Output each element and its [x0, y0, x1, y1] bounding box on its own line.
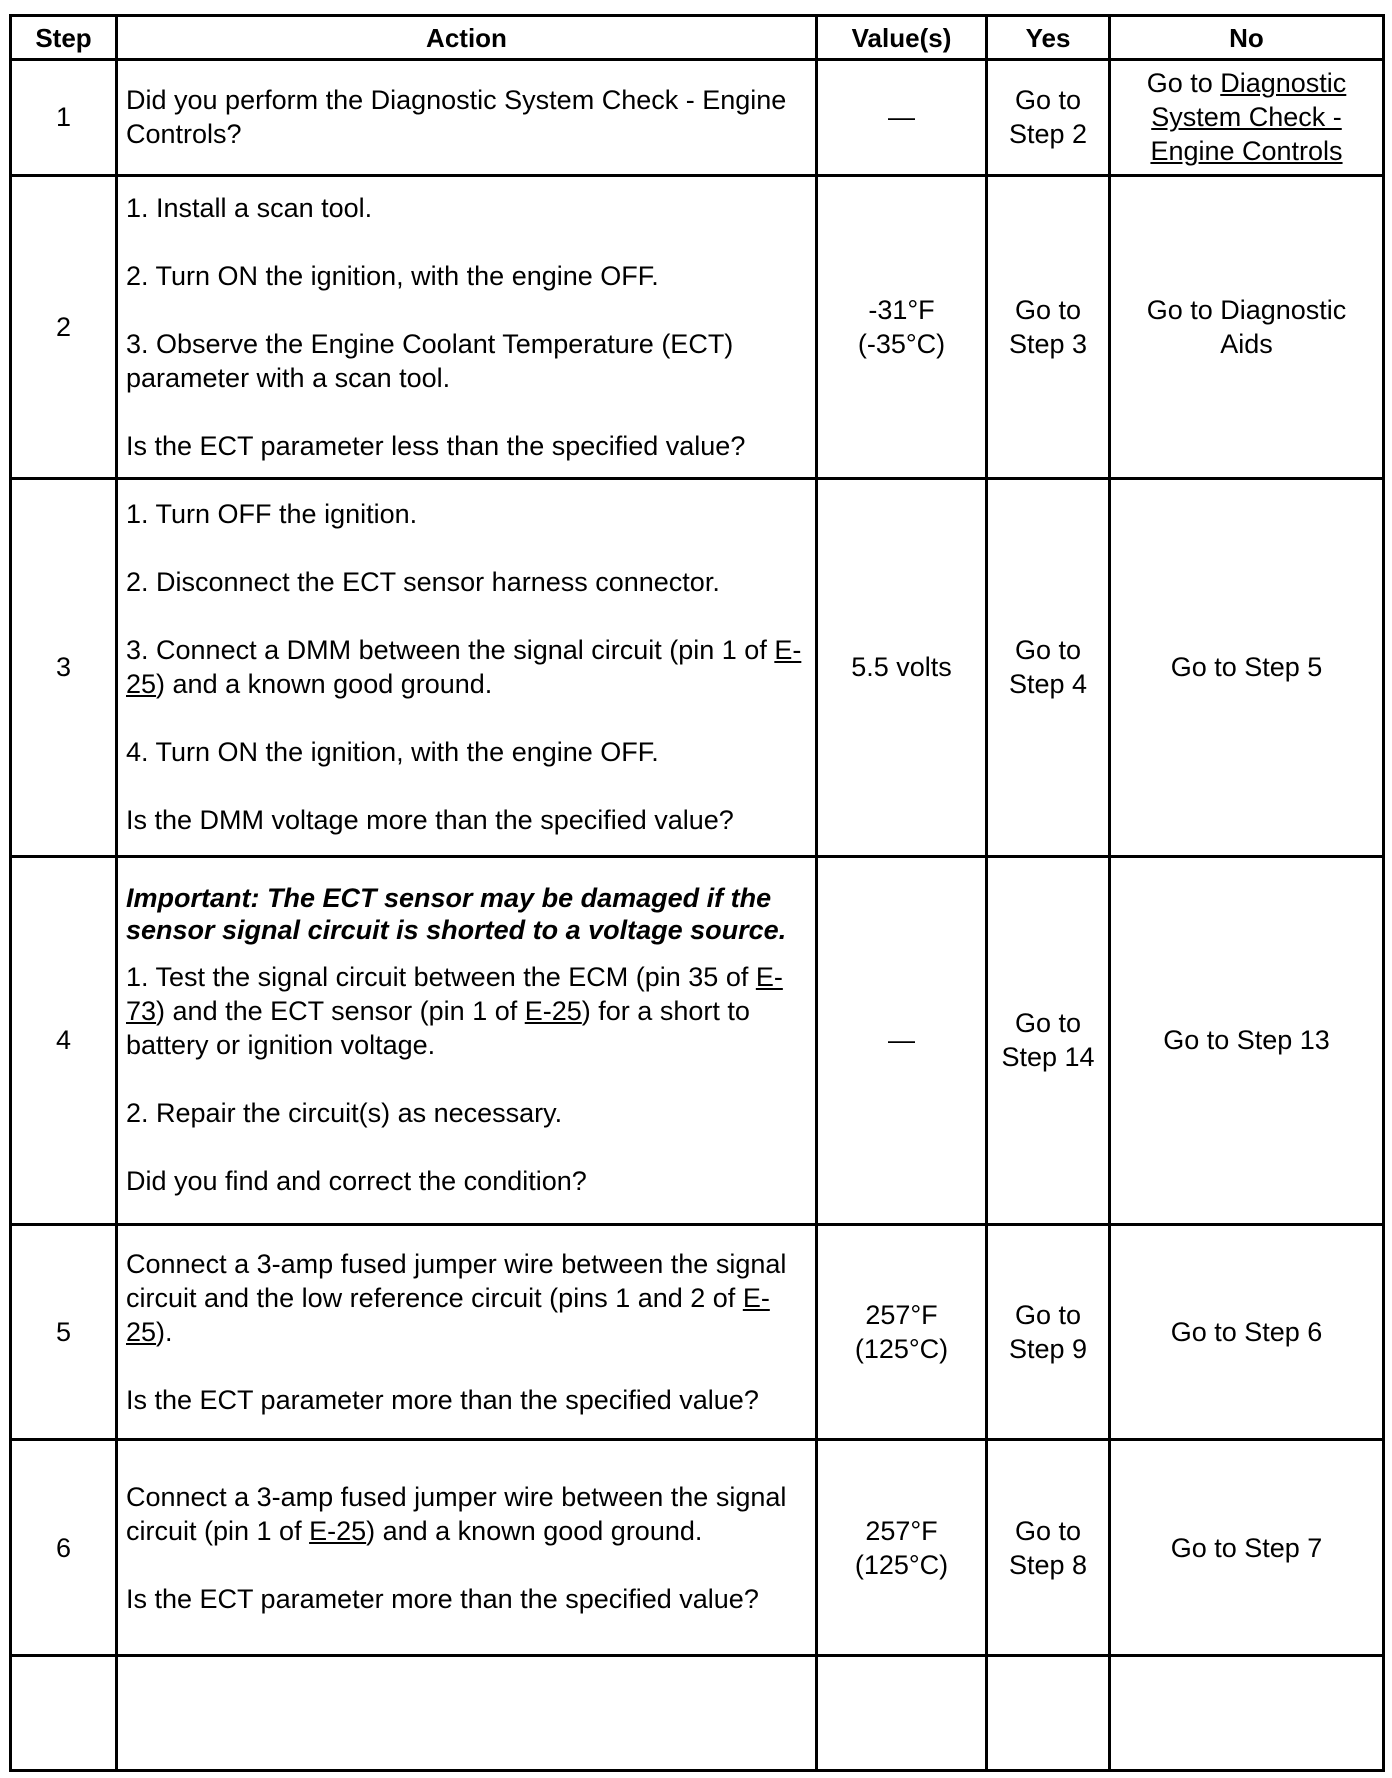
connector-link-e25[interactable]: E-25	[309, 1515, 367, 1546]
step-number: 5	[11, 1224, 117, 1440]
action-text: 4. Turn ON the ignition, with the engine OFF.	[126, 737, 659, 768]
no-cell: Go to Diagnostic Aids	[1110, 175, 1384, 478]
step-number: 6	[11, 1440, 117, 1656]
step-number: 1	[11, 60, 117, 176]
connector-link-e25[interactable]: E-25	[126, 1282, 770, 1347]
action-cell	[117, 856, 817, 1224]
value-cell: 5.5 volts	[817, 478, 987, 856]
diagnostic-table	[9, 14, 1385, 1772]
table-row	[11, 1440, 1384, 1656]
table-row	[11, 60, 1384, 176]
no-cell	[1110, 60, 1384, 176]
no-cell: Go to Step 13	[1110, 856, 1384, 1224]
header-yes: Yes	[987, 16, 1110, 60]
step-number: 3	[11, 478, 117, 856]
diagnostic-system-check-link[interactable]: Diagnostic System Check - Engine Controls	[1150, 68, 1347, 167]
header-step: Step	[11, 16, 117, 60]
yes-cell: Go to Step 2	[987, 60, 1110, 176]
no-prefix: Go to	[1146, 68, 1221, 99]
action-text: Connect a 3-amp fused jumper wire between the signal circuit (pin 1 of E-25) and a known good ground.	[126, 1481, 787, 1546]
empty-cell	[117, 1656, 817, 1771]
table-row	[11, 175, 1384, 478]
action-question: Did you find and correct the condition?	[126, 1166, 587, 1197]
empty-cell	[1110, 1656, 1384, 1771]
connector-link-e25[interactable]: E-25	[126, 635, 802, 700]
yes-cell: Go to Step 3	[987, 175, 1110, 478]
action-text: 1. Install a scan tool.	[126, 192, 373, 223]
empty-cell	[817, 1656, 987, 1771]
table-row	[11, 856, 1384, 1224]
no-cell: Go to Step 7	[1110, 1440, 1384, 1656]
action-text: Connect a 3-amp fused jumper wire between the signal circuit and the low reference circuit (pins 1 and 2 of E-25).	[126, 1248, 787, 1347]
empty-cell	[11, 1656, 117, 1771]
yes-cell: Go to Step 8	[987, 1440, 1110, 1656]
no-cell: Go to Step 5	[1110, 478, 1384, 856]
value-cell: -31°F (-35°C)	[817, 175, 987, 478]
connector-link-e25[interactable]: E-25	[524, 996, 582, 1027]
no-cell: Go to Step 6	[1110, 1224, 1384, 1440]
table-row	[11, 1224, 1384, 1440]
yes-cell: Go to Step 4	[987, 478, 1110, 856]
empty-cell	[987, 1656, 1110, 1771]
header-row	[11, 16, 1384, 60]
action-cell	[117, 175, 817, 478]
action-question: Is the DMM voltage more than the specified value?	[126, 805, 734, 836]
header-values: Value(s)	[817, 16, 987, 60]
important-note: Important: The ECT sensor may be damaged if the sensor signal circuit is shorted to a voltage source.	[126, 883, 787, 946]
header-action: Action	[117, 16, 817, 60]
action-question: Is the ECT parameter less than the specified value?	[126, 430, 746, 461]
empty-table-row	[11, 1656, 1384, 1771]
action-cell	[117, 1224, 817, 1440]
action-text: 2. Turn ON the ignition, with the engine OFF.	[126, 260, 659, 291]
action-text: Did you perform the Diagnostic System Check - Engine Controls?	[126, 85, 787, 150]
step-number: 4	[11, 856, 117, 1224]
table-row	[11, 478, 1384, 856]
value-cell: 257°F (125°C)	[817, 1224, 987, 1440]
action-text: 2. Repair the circuit(s) as necessary.	[126, 1098, 563, 1129]
action-question: Is the ECT parameter more than the specified value?	[126, 1583, 759, 1614]
action-cell	[117, 60, 817, 176]
action-question: Is the ECT parameter more than the specified value?	[126, 1384, 759, 1415]
action-text: 1. Test the signal circuit between the ECM (pin 35 of E-73) and the ECT sensor (pin 1 of E-25) for a short to battery or ignition voltage.	[126, 962, 783, 1061]
action-cell	[117, 478, 817, 856]
action-text: 1. Turn OFF the ignition.	[126, 499, 418, 530]
step-number: 2	[11, 175, 117, 478]
action-text: 3. Observe the Engine Coolant Temperature (ECT) parameter with a scan tool.	[126, 328, 734, 393]
action-text: 3. Connect a DMM between the signal circuit (pin 1 of E-25) and a known good ground.	[126, 635, 802, 700]
action-cell	[117, 1440, 817, 1656]
yes-cell: Go to Step 9	[987, 1224, 1110, 1440]
header-no: No	[1110, 16, 1384, 60]
yes-cell: Go to Step 14	[987, 856, 1110, 1224]
action-text: 2. Disconnect the ECT sensor harness connector.	[126, 567, 720, 598]
connector-link-e73[interactable]: E-73	[126, 962, 783, 1027]
value-cell: 257°F (125°C)	[817, 1440, 987, 1656]
value-cell: —	[817, 856, 987, 1224]
value-cell: —	[817, 60, 987, 176]
